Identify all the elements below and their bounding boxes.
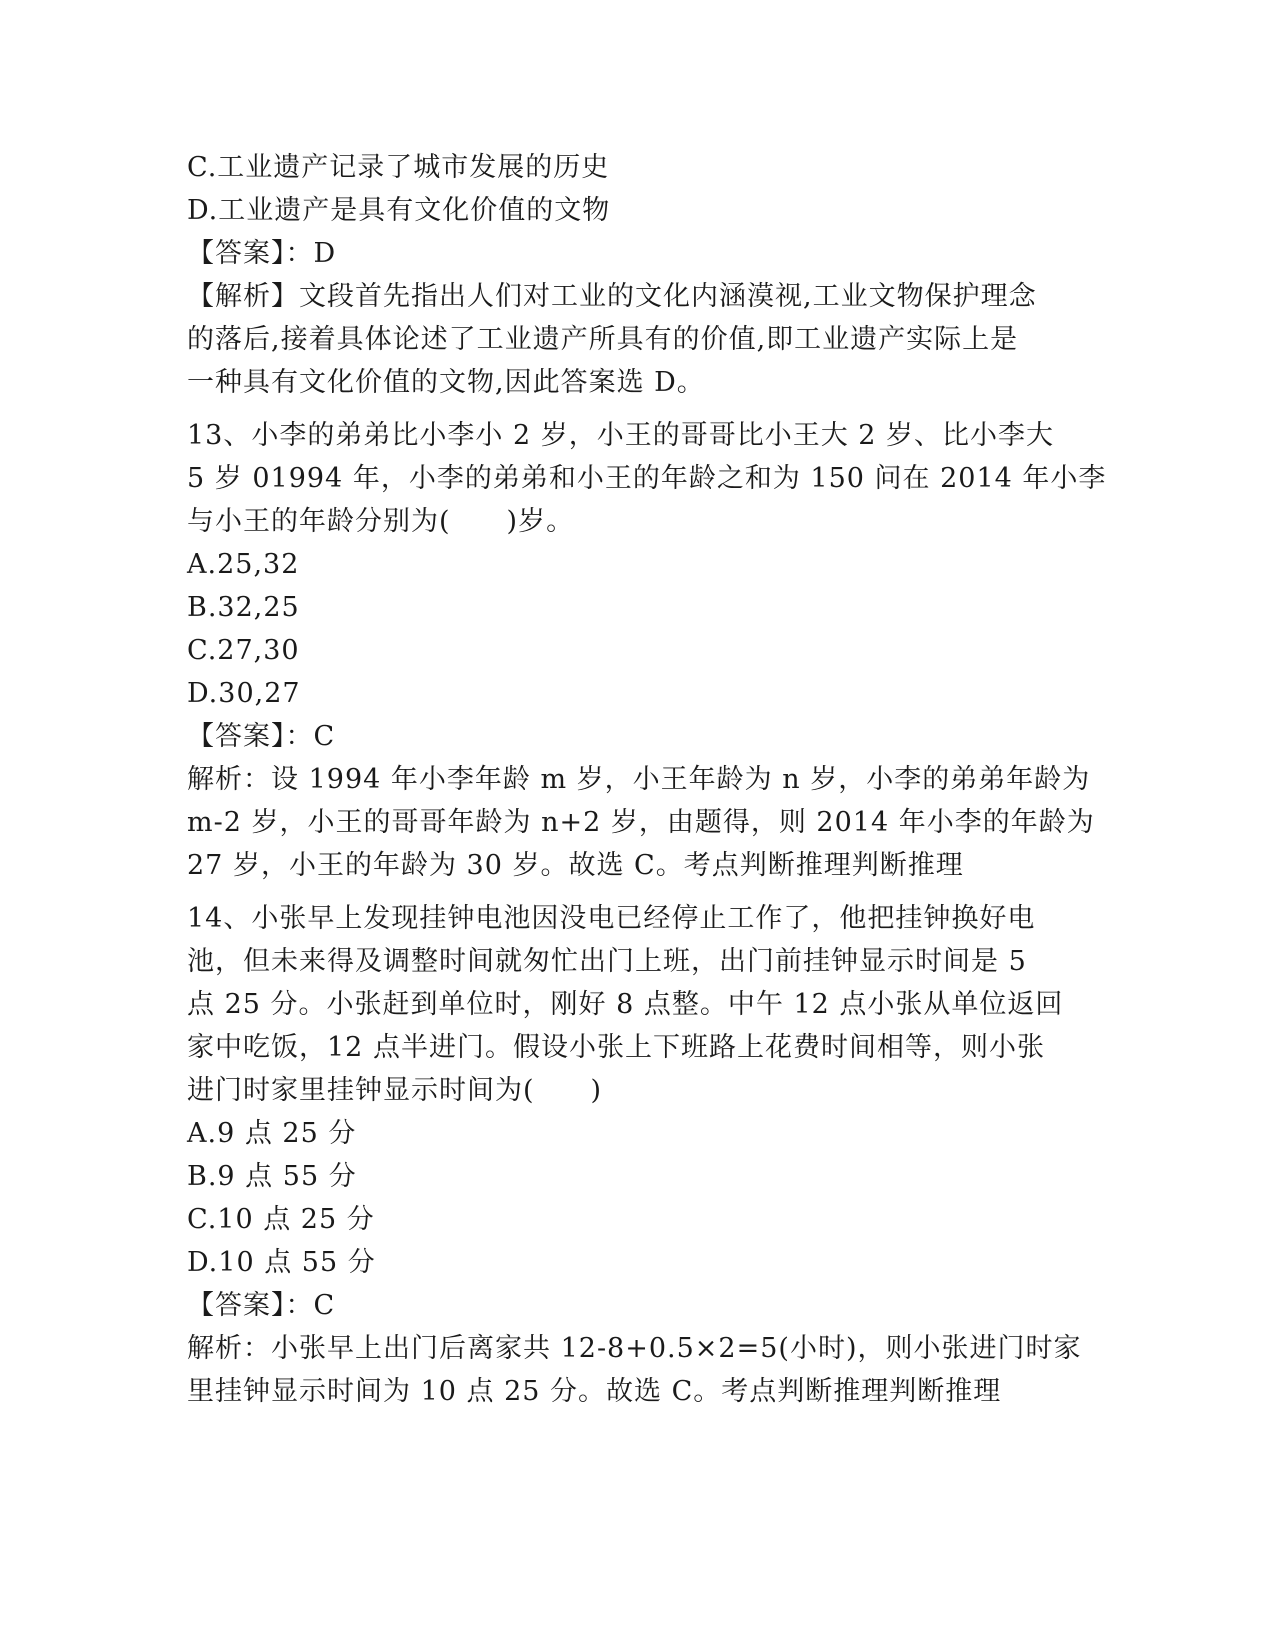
document-content [187, 146, 1107, 1413]
q13-option-c: C.27,30 [187, 635, 300, 666]
q12-option-d: D.工业遗产是具有文化价值的文物 [187, 195, 611, 226]
q14-analysis-line: 解析：小张早上出门后离家共 12-8+0.5×2=5(小时)，则小张进门时家 [187, 1333, 1082, 1364]
q14-stem-line: 14、小张早上发现挂钟电池因没电已经停止工作了，他把挂钟换好电 [187, 903, 1036, 934]
q14-answer: 【答案】：C [187, 1290, 336, 1321]
q14-stem-line: 家中吃饭，12 点半进门。假设小张上下班路上花费时间相等，则小张 [187, 1032, 1045, 1063]
q14-stem-line: 进门时家里挂钟显示时间为( ) [187, 1075, 603, 1106]
q13-analysis-line: 解析：设 1994 年小李年龄 m 岁，小王年龄为 n 岁，小李的弟弟年龄为 [187, 764, 1091, 795]
q12-answer: 【答案】：D [187, 238, 337, 269]
q14-option-a: A.9 点 25 分 [187, 1118, 357, 1149]
q12-option-c: C.工业遗产记录了城市发展的历史 [187, 152, 610, 183]
q13-stem-line: 与小王的年龄分别为( )岁。 [187, 506, 575, 537]
q14-option-b: B.9 点 55 分 [187, 1161, 357, 1192]
q12-analysis-line: 一种具有文化价值的文物,因此答案选 D。 [187, 367, 705, 398]
q13-stem-line: 13、小李的弟弟比小李小 2 岁，小王的哥哥比小王大 2 岁、比小李大 [187, 420, 1055, 451]
q13-analysis-line: 27 岁，小王的年龄为 30 岁。故选 C。考点判断推理判断推理 [187, 850, 964, 881]
q13-option-a: A.25,32 [187, 549, 300, 580]
q12-analysis-line: 【解析】文段首先指出人们对工业的文化内涵漠视,工业文物保护理念 [187, 281, 1037, 312]
q14-stem-line: 池，但未来得及调整时间就匆忙出门上班，出门前挂钟显示时间是 5 [187, 946, 1027, 977]
q14-option-c: C.10 点 25 分 [187, 1204, 375, 1235]
q13-stem-line: 5 岁 01994 年，小李的弟弟和小王的年龄之和为 150 问在 2014 年小李 [187, 463, 1107, 494]
q14-option-d: D.10 点 55 分 [187, 1247, 376, 1278]
q14-stem-line: 点 25 分。小张赶到单位时，刚好 8 点整。中午 12 点小张从单位返回 [187, 989, 1064, 1020]
q13-analysis-line: m-2 岁，小王的哥哥年龄为 n+2 岁，由题得，则 2014 年小李的年龄为 [187, 807, 1095, 838]
q12-analysis-line: 的落后,接着具体论述了工业遗产所具有的价值,即工业遗产实际上是 [187, 324, 1019, 355]
q13-option-b: B.32,25 [187, 592, 300, 623]
q13-option-d: D.30,27 [187, 678, 301, 709]
q14-analysis-line: 里挂钟显示时间为 10 点 25 分。故选 C。考点判断推理判断推理 [187, 1376, 1002, 1407]
q13-answer: 【答案】：C [187, 721, 336, 752]
